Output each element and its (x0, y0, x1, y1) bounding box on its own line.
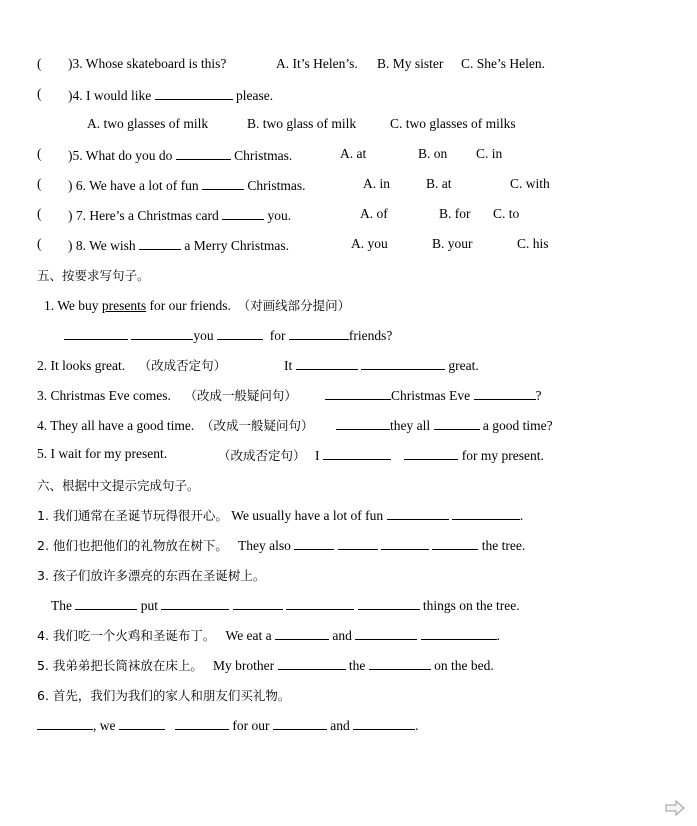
s5-item2: 2. It looks great. （改成否定句） (37, 358, 227, 373)
q8-paren: ( (37, 236, 42, 251)
s6-item3: 3. 孩子们放许多漂亮的东西在圣诞树上。 (37, 568, 266, 583)
q5-option-c: C. in (476, 146, 503, 161)
s5-item5-answer: I for my present. (315, 448, 544, 463)
section5-heading: 五、按要求写句子。 (37, 268, 150, 283)
q3-option-c: C. She’s Helen. (461, 56, 545, 71)
q5-option-a: A. at (340, 146, 367, 161)
q6-paren: ( (37, 176, 42, 191)
q4-option-b: B. two glass of milk (247, 116, 357, 131)
q3-option-a: A. It’s Helen’s. (276, 56, 358, 71)
q8-question: ) 8. We wish a Merry Christmas. (68, 238, 290, 253)
q6-question: ) 6. We have a lot of fun Christmas. (68, 178, 306, 193)
q4-option-a: A. two glasses of milk (87, 116, 209, 131)
q7-paren: ( (37, 206, 42, 221)
s5-item5: 5. I wait for my present. (37, 446, 168, 461)
s5-item1-answer: you for friends? (64, 326, 392, 344)
s6-item6: 6. 首先，我们为我们的家人和朋友们买礼物。 (37, 688, 291, 703)
blank (139, 236, 181, 250)
q3-question: )3. Whose skateboard is this? (68, 56, 227, 71)
s5-item1: 1. We buy presents for our friends. （对画线部分提问） (44, 298, 351, 313)
q7-option-a: A. of (360, 206, 388, 221)
q4-option-c: C. two glasses of milks (390, 116, 516, 131)
blank (155, 86, 233, 100)
q7-question: ) 7. Here’s a Christmas card you. (68, 208, 292, 223)
s6-item4: 4. 我们吃一个火鸡和圣诞布丁。 We eat a and . (37, 628, 501, 643)
s6-item2: 2. 他们也把他们的礼物放在树下。 They also the tree. (37, 538, 526, 553)
s5-item3: 3. Christmas Eve comes. （改成一般疑问句） (37, 388, 297, 403)
q4-question: )4. I would like please. (68, 88, 274, 103)
q3-paren: ( (37, 56, 42, 71)
q6-option-c: C. with (510, 176, 550, 191)
s5-item5-hint: （改成否定句） (218, 448, 306, 463)
s6-item5: 5. 我弟弟把长筒袜放在床上。 My brother the on the bed. (37, 658, 494, 673)
q5-question: )5. What do you do Christmas. (68, 148, 293, 163)
q4-paren: ( (37, 86, 42, 101)
blank (176, 146, 231, 160)
arrow-right-icon[interactable] (665, 800, 685, 816)
q5-paren: ( (37, 146, 42, 161)
s5-item4: 4. They all have a good time. （改成一般疑问句） (37, 418, 314, 433)
s5-item4-answer: they all a good time? (336, 416, 553, 434)
q8-option-c: C. his (517, 236, 549, 251)
underlined-word: presents (101, 298, 147, 313)
q5-option-b: B. on (418, 146, 448, 161)
q3-option-b: B. My sister (377, 56, 444, 71)
blank (222, 206, 264, 220)
q6-option-b: B. at (426, 176, 452, 191)
q8-option-b: B. your (432, 236, 473, 251)
q7-option-b: B. for (439, 206, 471, 221)
s6-item1: 1. 我们通常在圣诞节玩得很开心。 We usually have a lot of fun . (37, 508, 524, 523)
s6-item3-answer: The put things on the tree. (51, 598, 520, 613)
q8-option-a: A. you (351, 236, 388, 251)
section6-heading: 六、根据中文提示完成句子。 (37, 478, 200, 493)
q7-option-c: C. to (493, 206, 520, 221)
q6-option-a: A. in (363, 176, 390, 191)
blank (202, 176, 244, 190)
s6-item6-answer: , we for our and . (37, 716, 419, 734)
s5-item2-answer: It great. (284, 358, 479, 373)
s5-item3-answer: Christmas Eve ? (325, 386, 542, 404)
